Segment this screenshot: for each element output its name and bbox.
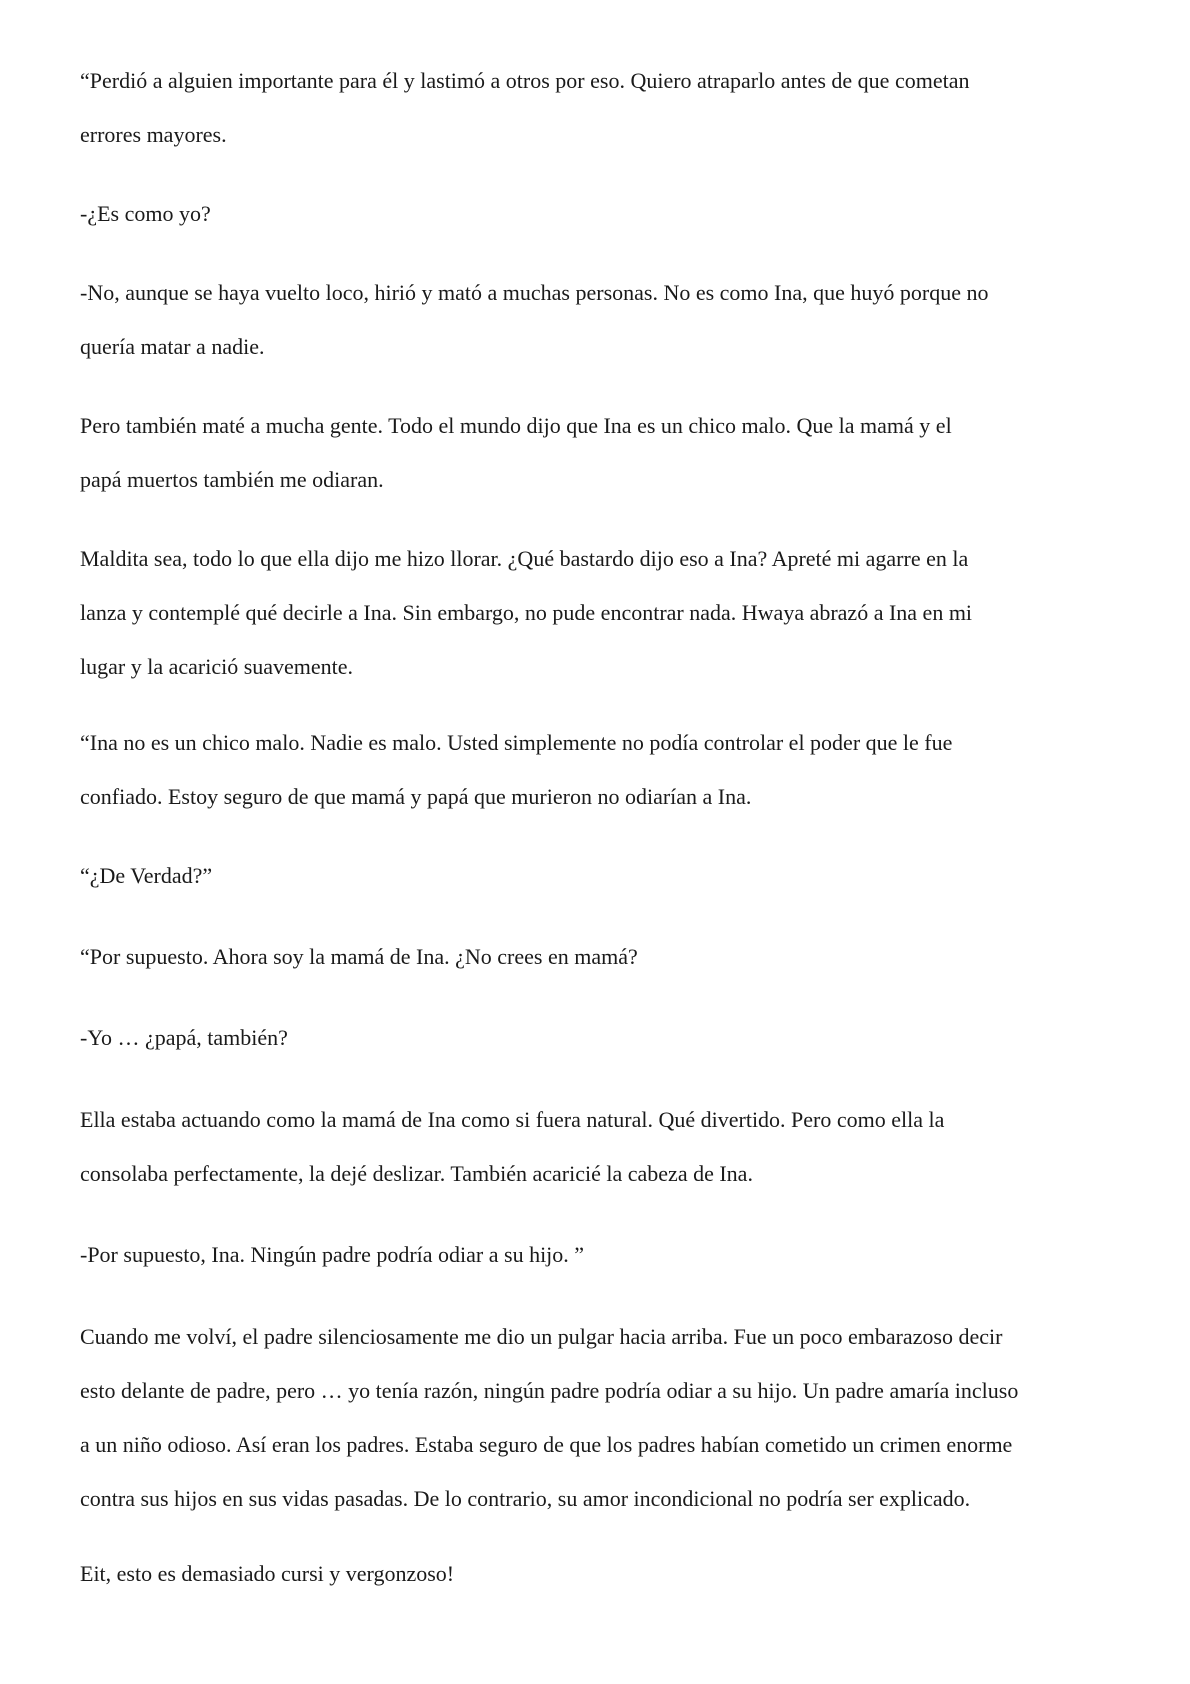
paragraph-3 bbox=[80, 266, 1120, 374]
text-line: lanza y contemplé qué decirle a Ina. Sin embargo, no pude encontrar nada. Hwaya abrazó a Ina en mi bbox=[80, 600, 973, 625]
text-line: -¿Es como yo? bbox=[80, 201, 211, 226]
text-line: Ella estaba actuando como la mamá de Ina como si fuera natural. Qué divertido. Pero como ella la bbox=[80, 1107, 945, 1132]
text-line: consolaba perfectamente, la dejé deslizar. También acaricié la cabeza de Ina. bbox=[80, 1161, 753, 1186]
text-line: Cuando me volví, el padre silenciosamente me dio un pulgar hacia arriba. Fue un poco embarazoso decir bbox=[80, 1324, 1003, 1349]
text-line: contra sus hijos en sus vidas pasadas. De lo contrario, su amor incondicional no podría ser explicado. bbox=[80, 1486, 971, 1511]
text-line: “Por supuesto. Ahora soy la mamá de Ina. ¿No crees en mamá? bbox=[80, 944, 638, 969]
text-line: Eit, esto es demasiado cursi y vergonzoso! bbox=[80, 1561, 455, 1586]
paragraph-1 bbox=[80, 54, 1120, 162]
paragraph-11 bbox=[80, 1228, 1120, 1282]
text-line: Maldita sea, todo lo que ella dijo me hizo llorar. ¿Qué bastardo dijo eso a Ina? Apreté mi agarre en la bbox=[80, 546, 969, 571]
paragraph-13 bbox=[80, 1547, 1120, 1601]
paragraph-2 bbox=[80, 187, 1120, 241]
text-line: lugar y la acarició suavemente. bbox=[80, 654, 354, 679]
paragraph-5 bbox=[80, 532, 1120, 694]
text-line: confiado. Estoy seguro de que mamá y papá que murieron no odiarían a Ina. bbox=[80, 784, 752, 809]
text-line: a un niño odioso. Así eran los padres. Estaba seguro de que los padres habían cometido un crimen enorme bbox=[80, 1432, 1013, 1457]
text-line: quería matar a nadie. bbox=[80, 334, 265, 359]
text-line: “Ina no es un chico malo. Nadie es malo. Usted simplemente no podía controlar el poder que le fue bbox=[80, 730, 953, 755]
paragraph-9 bbox=[80, 1011, 1120, 1065]
text-line: -Por supuesto, Ina. Ningún padre podría odiar a su hijo. ” bbox=[80, 1242, 585, 1267]
text-line: “Perdió a alguien importante para él y lastimó a otros por eso. Quiero atraparlo antes de que cometan bbox=[80, 68, 970, 93]
paragraph-12 bbox=[80, 1310, 1120, 1526]
paragraph-7 bbox=[80, 849, 1120, 903]
text-line: papá muertos también me odiaran. bbox=[80, 467, 384, 492]
text-line: errores mayores. bbox=[80, 122, 227, 147]
paragraph-8 bbox=[80, 930, 1120, 984]
text-line: “¿De Verdad?” bbox=[80, 863, 213, 888]
text-line: Pero también maté a mucha gente. Todo el mundo dijo que Ina es un chico malo. Que la mamá y el bbox=[80, 413, 952, 438]
paragraph-10 bbox=[80, 1093, 1120, 1201]
text-line: -No, aunque se haya vuelto loco, hirió y mató a muchas personas. No es como Ina, que huyó porque no bbox=[80, 280, 989, 305]
paragraph-6 bbox=[80, 716, 1120, 824]
paragraph-4 bbox=[80, 399, 1120, 507]
text-line: esto delante de padre, pero … yo tenía razón, ningún padre podría odiar a su hijo. Un padre amaría incluso bbox=[80, 1378, 1019, 1403]
text-line: -Yo … ¿papá, también? bbox=[80, 1025, 288, 1050]
